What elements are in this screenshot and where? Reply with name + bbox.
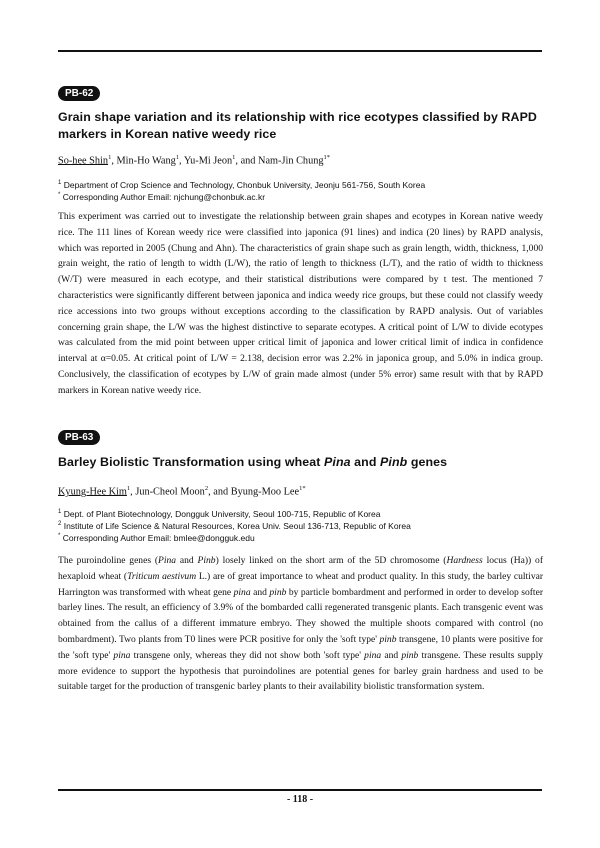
- abstract-text: [58, 553, 543, 695]
- abstract-italic: pinb: [401, 649, 419, 661]
- author-sup: 1: [175, 154, 180, 161]
- title-part: Barley Biolistic Transformation using wheat: [58, 455, 325, 469]
- abstract-segment: locus (Ha)) of hexaploid wheat (: [58, 555, 544, 582]
- author-conj: and: [240, 155, 256, 167]
- author-name: Yu-Mi Jeon: [183, 155, 233, 167]
- abstract-segment: ) losely linked on the short arm of the 5D chromosome (: [215, 555, 447, 566]
- affiliation-sup: 2: [58, 521, 62, 527]
- abstract-segment: and: [176, 555, 198, 566]
- abstract-italic: pina: [233, 586, 251, 598]
- abstract-segment: by particle bombardment and performed in order to develop softer barley lines. The result, an efficiency of 3.9% of the bombarded calli regenerated transgenic plants. Each transgenic event was obtained from the callus of a different immature embryo. They showed the multiple shoots compared with control (no bombardment). Two plants from T0 lines were PCR positive for only the 'soft type': [58, 586, 543, 645]
- affiliation-sup: *: [58, 192, 61, 198]
- entry-badge: PB-62: [58, 86, 100, 101]
- affiliation-text: Institute of Life Science & Natural Resources, Korea Univ. Seoul 136-713, Republic of Korea: [63, 520, 411, 531]
- bottom-rule: [58, 789, 542, 791]
- author-list: So-hee Shin$^1$, Min-Ho Wang$^1$, Yu-Mi Jeon$^1$, and Nam-Jin Chung$^{1*}$: [58, 154, 331, 167]
- author-name: Byung-Moo Lee: [230, 486, 300, 498]
- affiliation-sup: *: [58, 533, 61, 539]
- abstract-segment: The puroindoline genes (: [58, 555, 159, 566]
- affiliation-sup: 1: [58, 180, 62, 186]
- page-number: - 118 -: [286, 794, 314, 805]
- title-part: and: [350, 455, 381, 469]
- abstract-italic: Pinb: [197, 555, 216, 566]
- author-sup: 1*: [299, 485, 306, 492]
- affiliation: [58, 530, 255, 544]
- author-sup: 2: [204, 485, 209, 492]
- abstract-italic: Hardness: [446, 555, 483, 566]
- entry-badge: PB-63: [58, 430, 100, 445]
- author-name: Kyung-Hee Kim: [58, 486, 127, 498]
- abstract-text: This experiment was carried out to investigate the relationship between grain shapes and ecotypes in Korean native weedy rice. The 111 lines of Korean weedy rice were classified into japonica (91 lines) and indica (20 lines) by RAPD analysis, which was reported in 2005 (Chung and Ahn). The characteristics of grain shape such as grain length, width, thickness, 1,000 grain weight, the ratio of length to width (L/W), the ratio of length to thickness (L/T), and the ratio of width to thickness (W/T) were measured in each ecotype, and their statistical distributions were compared by t test. The mentioned 7 characteristics were significantly different between japonica and indica weedy rice groups, but these could not classify weedy rice accessions into two groups without exceptions according to the classification by RAPD analysis. Out of variables concerning grain shape, the L/W was the highest distinctive to separate ecotypes. A critical point of L/W to divide ecotypes was calculated from the mid point between upper critical limit of japonica and lower critical limit of indica in confidence interval at α=0.05. At critical point of L/W = 2.138, decision error was 2.2% in japonica group, and 5.0% in indica group. Conclusively, the classification of ecotypes by L/W of grain made almost (under 5% error) same result with that by RAPD markers in Korean native weedy rice.: [58, 211, 543, 396]
- author-sup: 1: [126, 485, 131, 492]
- author-name: Jun-Cheol Moon: [135, 486, 205, 498]
- affiliation-sup: 1: [58, 509, 62, 515]
- abstract-italic: Triticum aestivum: [127, 570, 197, 582]
- abstract-italic: pinb: [269, 586, 287, 598]
- abstract-italic: Pina: [158, 555, 177, 566]
- author-name: So-hee Shin: [58, 155, 109, 167]
- abstract-segment: transgene. These results supply more evidence to support the hypothesis that puroindolines are potential genes for barley grain hardness and used to be suitable target for the production of transgenic barley plants to their availability biolistic transformation system.: [58, 649, 544, 693]
- entry-title: [58, 454, 548, 471]
- author-name: Min-Ho Wang: [116, 155, 176, 167]
- abstract-segment: and: [381, 649, 402, 661]
- abstract-segment: transgene only, whereas they did not show both 'soft type': [130, 649, 365, 661]
- affiliation-text: Dept. of Plant Biotechnology, Dongguk University, Seoul 100-715, Republic of Korea: [63, 508, 381, 519]
- affiliation-text: Corresponding Author Email: bmlee@dongguk.edu: [62, 532, 255, 543]
- affiliation-text: Corresponding Author Email: njchung@chonbuk.ac.kr: [62, 191, 266, 202]
- affiliation: [58, 189, 265, 203]
- entry-title: Grain shape variation and its relationship with rice ecotypes classified by RAPD markers in Korean native weedy rice: [58, 110, 537, 141]
- author-name: Nam-Jin Chung: [258, 155, 324, 167]
- title-gene-name: Pinb: [380, 455, 408, 469]
- abstract-italic: pina: [364, 649, 382, 661]
- title-gene-name: Pina: [324, 455, 351, 469]
- author-sup: 1: [108, 154, 112, 161]
- affiliation-text: Department of Crop Science and Technology, Chonbuk University, Jeonju 561-756, South Korea: [63, 179, 426, 190]
- author-conj: and: [213, 486, 229, 498]
- author-sup: 1*: [323, 154, 331, 161]
- abstract-segment: L.) are of great importance to wheat and product quality. In this study, the barley cultivar Harrington was transformed with wheat gene: [58, 570, 544, 598]
- abstract-segment: transgene, 10 plants were positive for the 'soft type': [58, 633, 543, 661]
- abstract-italic: pina: [113, 649, 131, 661]
- abstract-segment: and: [250, 586, 270, 598]
- title-part: genes: [407, 455, 448, 469]
- author-sup: 1: [232, 154, 236, 161]
- top-rule: [58, 50, 542, 52]
- author-list: Kyung-Hee Kim$^1$, Jun-Cheol Moon$^2$, and Byung-Moo Lee$^{1*}$: [58, 485, 306, 498]
- abstract-italic: pinb: [379, 633, 397, 645]
